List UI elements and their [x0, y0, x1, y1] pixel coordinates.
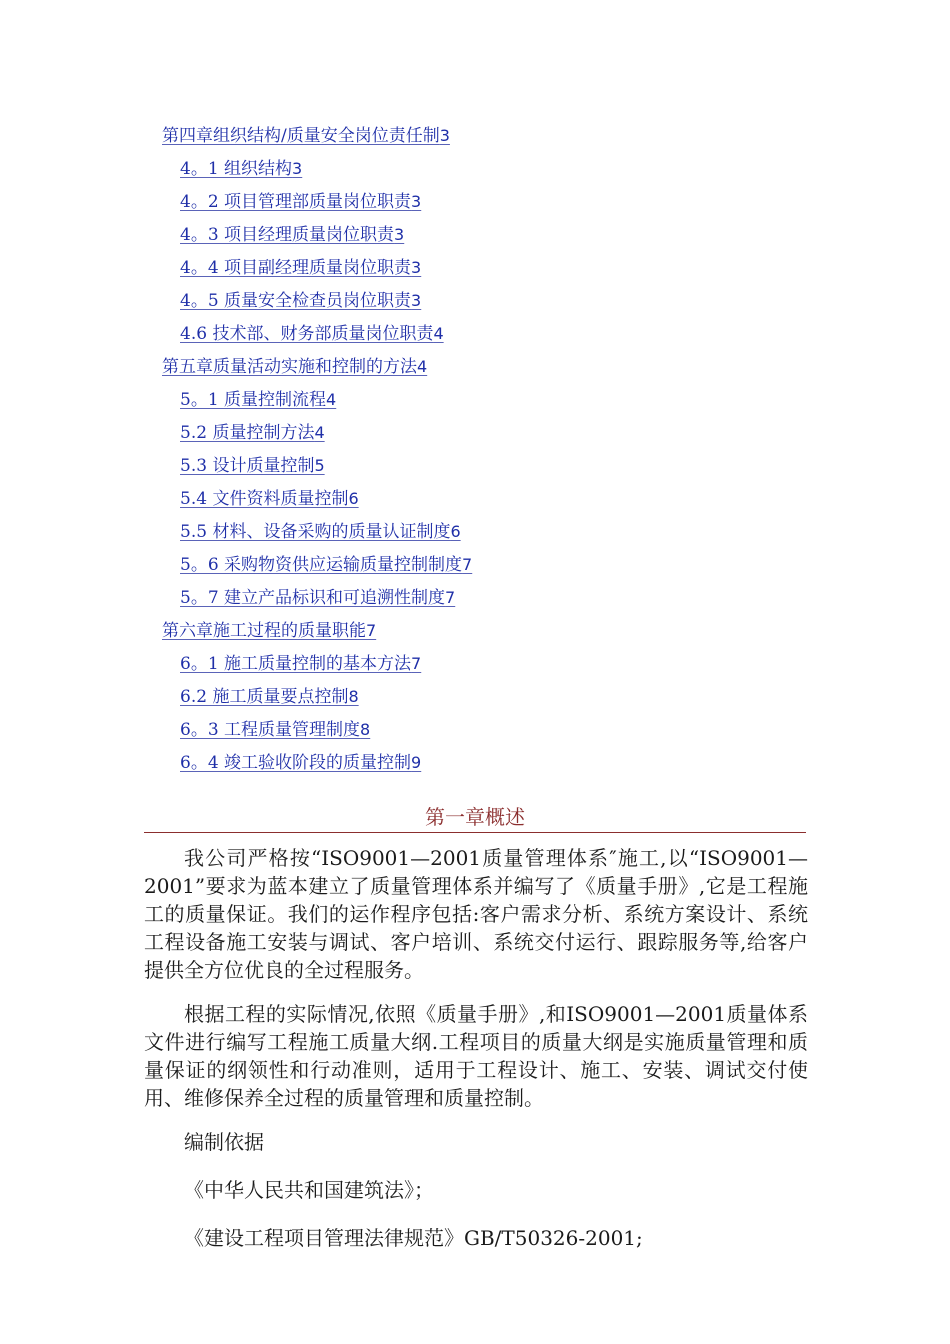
toc-page-number: 7	[366, 621, 377, 640]
paragraph: 我公司严格按“ISO9001—2001质量管理体系″施工,以“ISO9001—2001”要求为蓝本建立了质量管理体系并编写了《质量手册》,它是工程施工的质量保证。我们的运作程序包括:客户需求分析、系统方案设计、系统工程设备施工安装与调试、客户培训、系统交付运行、跟踪服务等,给客户提供全方位优良的全过程服务。	[144, 846, 808, 982]
chapter-title-rule	[144, 832, 806, 833]
toc-section-link[interactable]	[162, 518, 862, 551]
toc-section-link[interactable]	[162, 155, 862, 188]
chapter-title: 第一章概述	[425, 805, 525, 829]
toc-entry-text: 第六章施工过程的质量职能	[162, 621, 366, 641]
toc-chapter-link[interactable]	[162, 353, 862, 386]
toc-entry-text: 4。4 项目副经理质量岗位职责	[180, 258, 412, 278]
toc-page-number: 8	[348, 687, 359, 706]
toc-entry-text: 5。6 采购物资供应运输质量控制制度	[180, 555, 463, 575]
reference-item: 《中华人民共和国建筑法》；	[184, 1178, 434, 1202]
toc-entry-text: 第五章质量活动实施和控制的方法	[162, 357, 417, 377]
toc-entry-text: 6.2 施工质量要点控制	[180, 687, 349, 707]
toc-page-number: 6	[450, 522, 461, 541]
chapter-body	[144, 844, 808, 1272]
toc-entry-text: 4。2 项目管理部质量岗位职责	[180, 192, 412, 212]
table-of-contents	[162, 122, 862, 782]
toc-section-link[interactable]	[162, 716, 862, 749]
toc-page-number: 3	[411, 258, 422, 277]
toc-entry-text: 6。3 工程质量管理制度	[180, 720, 361, 740]
toc-page-number: 9	[411, 753, 422, 772]
toc-entry-text: 5.3 设计质量控制	[180, 456, 315, 476]
toc-chapter-link[interactable]	[162, 617, 862, 650]
toc-entry-text: 5.5 材料、设备采购的质量认证制度	[180, 522, 451, 542]
toc-section-link[interactable]	[162, 683, 862, 716]
toc-page-number: 7	[411, 654, 422, 673]
toc-section-link[interactable]	[162, 584, 862, 617]
toc-page-number: 6	[348, 489, 359, 508]
toc-entry-text: 5.2 质量控制方法	[180, 423, 315, 443]
toc-entry-text: 4。5 质量安全检查员岗位职责	[180, 291, 412, 311]
toc-section-link[interactable]	[162, 551, 862, 584]
toc-page-number: 4	[417, 357, 428, 376]
section-label: 编制依据	[184, 1130, 264, 1154]
toc-page-number: 4	[326, 390, 337, 409]
toc-page-number: 7	[445, 588, 456, 607]
toc-entry-text: 6。4 竣工验收阶段的质量控制	[180, 753, 412, 773]
toc-section-link[interactable]	[162, 221, 862, 254]
toc-section-link[interactable]	[162, 320, 862, 353]
toc-page-number: 4	[314, 423, 325, 442]
toc-section-link[interactable]	[162, 452, 862, 485]
toc-page-number: 3	[394, 225, 405, 244]
toc-section-link[interactable]	[162, 650, 862, 683]
toc-page-number: 3	[411, 291, 422, 310]
reference-item: 《建设工程项目管理法律规范》GB/T50326-2001;	[184, 1226, 643, 1250]
toc-chapter-link[interactable]	[162, 122, 862, 155]
toc-page-number: 8	[360, 720, 371, 739]
toc-section-link[interactable]	[162, 188, 862, 221]
toc-section-link[interactable]	[162, 254, 862, 287]
toc-section-link[interactable]	[162, 749, 862, 782]
toc-entry-text: 5。1 质量控制流程	[180, 390, 327, 410]
toc-page-number: 5	[314, 456, 325, 475]
toc-entry-text: 4。3 项目经理质量岗位职责	[180, 225, 395, 245]
toc-entry-text: 第四章组织结构/质量安全岗位责任制	[162, 126, 440, 146]
toc-entry-text: 5.4 文件资料质量控制	[180, 489, 349, 509]
paragraph: 根据工程的实际情况,依照《质量手册》,和ISO9001—2001质量体系文件进行编写工程施工质量大纲.工程项目的质量大纲是实施质量管理和质量保证的纲领性和行动准则，适用于工程设计、施工、安装、调试交付使用、维修保养全过程的质量管理和质量控制。	[144, 1002, 808, 1110]
toc-section-link[interactable]	[162, 419, 862, 452]
toc-page-number: 4	[433, 324, 444, 343]
toc-entry-text: 4.6 技术部、财务部质量岗位职责	[180, 324, 434, 344]
toc-entry-text: 5。7 建立产品标识和可追溯性制度	[180, 588, 446, 608]
toc-page-number: 3	[411, 192, 422, 211]
toc-page-number: 3	[292, 159, 303, 178]
toc-section-link[interactable]	[162, 386, 862, 419]
toc-entry-text: 4。1 组织结构	[180, 159, 293, 179]
toc-page-number: 3	[439, 126, 450, 145]
toc-section-link[interactable]	[162, 287, 862, 320]
toc-section-link[interactable]	[162, 485, 862, 518]
toc-entry-text: 6。1 施工质量控制的基本方法	[180, 654, 412, 674]
toc-page-number: 7	[462, 555, 473, 574]
